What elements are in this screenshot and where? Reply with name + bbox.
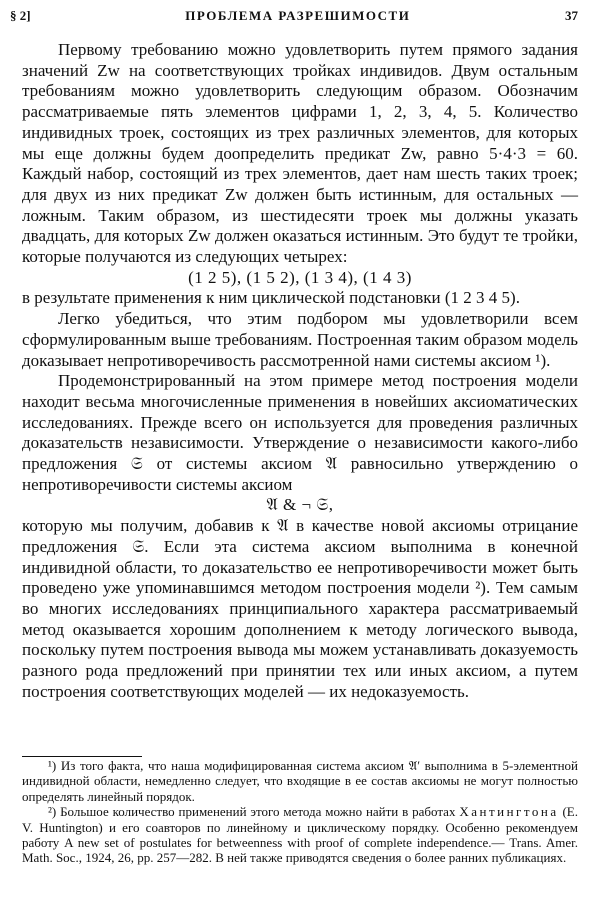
paragraph-5: которую мы получим, добавив к 𝔄 в качестве новой аксиомы отрицание предложения 𝔖. Если эта система аксиом выполнима в конечной индивидной области, то доказательство ее непротиворечивости может быть проведено уже упоминавшимся методом построения модели ²). Тем самым во многих исследованиях принципиального характера рассматриваемый метод оказывается хорошим дополнением к методу логического вывода, поскольку путем построения вывода мы можем устанавливать доказуемость разного рода предложений при принятии тех или иных аксиом, а путем построения соответствующих моделей — их недоказуемость. bbox=[22, 516, 578, 701]
paragraph-4: Продемонстрированный на этом примере метод построения модели находит весьма многочисленные применения в новейших аксиоматических исследованиях. Прежде всего он используется для проведения различных доказательств независимости. Утверждение о независимости какого-либо предложения 𝔖 от системы аксиом 𝔄 равносильно утверждению о непротиворечивости системы аксиом bbox=[22, 371, 578, 494]
paragraph-2: в результате применения к ним циклической подстановки (1 2 3 4 5). bbox=[22, 288, 520, 308]
formula-triples: (1 2 5), (1 5 2), (1 3 4), (1 4 3) bbox=[188, 267, 412, 287]
running-title: ПРОБЛЕМА РАЗРЕШИМОСТИ bbox=[185, 8, 411, 23]
footnote-1: ¹) Из того факта, что наша модифицированная система аксиом 𝔄′ выполнима в 5-элементной индивидной области, немедленно следует, что входящие в ее состав аксиомы не могут полностью определять линейный порядок. bbox=[22, 758, 578, 804]
page-number: 37 bbox=[564, 8, 578, 23]
formula-axioms: 𝔄 & ¬ 𝔖, bbox=[266, 495, 334, 515]
section-marker: § 2] bbox=[10, 8, 31, 23]
main-text bbox=[22, 40, 578, 703]
footnote-2 bbox=[22, 804, 578, 866]
footnote-divider bbox=[22, 756, 142, 757]
paragraph-3: Легко убедиться, что этим подбором мы удовлетворили всем сформулированным выше требованиям. Построенная таким образом модель доказывает непротиворечивость рассмотренной нами системы аксиом ¹). bbox=[22, 309, 578, 370]
footnote-2-start: ²) Большое количество применений этого метода можно найти в работах bbox=[48, 804, 460, 820]
footnote-2-rest: (E. V. Huntington) и его соавторов по линейному и циклическому порядку. Особенно рекомендуем работу A new set of postulates for betweenness with proof of complete independence.— Trans. Amer. Math. Soc., 1924, 26, pp. 257—282. В ней также приводятся сведения о более ранних публикациях. bbox=[22, 804, 578, 866]
page-header bbox=[10, 5, 578, 27]
paragraph-1: Первому требованию можно удовлетворить путем прямого задания значений Zw на соответствующих тройках индивидов. Двум остальным требованиям можно удовлетворить следующим образом. Обозначим рассматриваемые пять элементов цифрами 1, 2, 3, 4, 5. Количество индивидных троек, состоящих из трех различных элементов, для которых мы еще должны будем доопределить предикат Zw, равно 5·4·3 = 60. Каждый набор, состоящий из трех элементов, дает нам шесть таких троек; для двух из них предикат Zw должен быть истинным, для остальных — ложным. Таким образом, из шестидесяти троек мы должны указать двадцать, для которых Zw должен оказаться истинным. Это будут те тройки, которые получаются из следующих четырех: bbox=[22, 40, 578, 267]
author-name: Хантингтона bbox=[459, 804, 559, 820]
footnotes bbox=[22, 758, 578, 866]
